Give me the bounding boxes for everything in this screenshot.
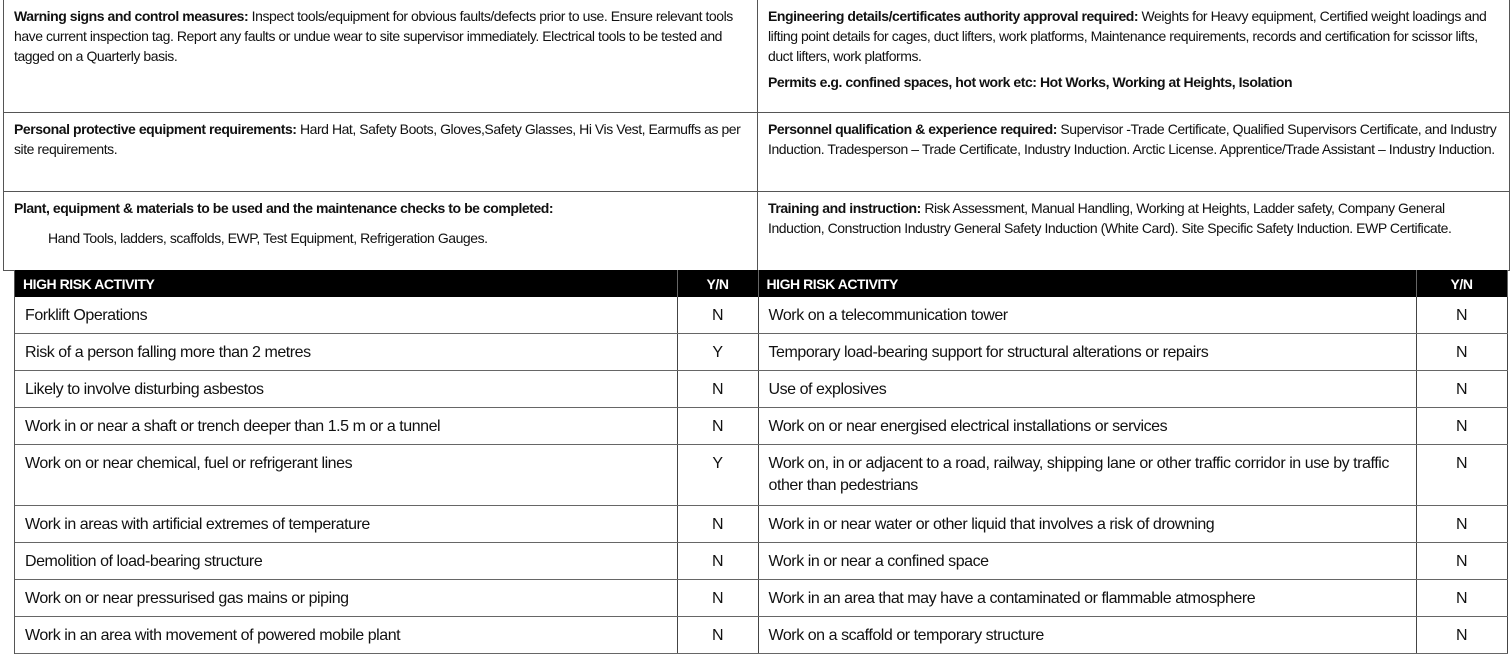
yn-value-cell: N [1416, 543, 1507, 580]
permits-text: Permits e.g. confined spaces, hot work etc: Hot Works, Working at Heights, Isolation [768, 74, 1293, 90]
activity-cell: Work in an area that may have a contaminated or flammable atmosphere [758, 580, 1416, 617]
yn-value-cell: N [677, 506, 758, 543]
yn-value-cell: N [1416, 297, 1507, 334]
high-risk-activity-table [14, 270, 1507, 654]
activity-cell: Work on, in or adjacent to a road, railway, shipping lane or other traffic corridor in use by traffic other than pedestrians [758, 445, 1416, 506]
activity-cell: Work on or near pressurised gas mains or piping [15, 580, 677, 617]
yn-value-cell: N [1416, 617, 1507, 654]
yn-value-cell: N [677, 297, 758, 334]
yn-value-cell: N [677, 408, 758, 445]
activity-cell: Work in or near a shaft or trench deeper than 1.5 m or a tunnel [15, 408, 677, 445]
yn-value-cell: N [1416, 506, 1507, 543]
activity-cell: Likely to involve disturbing asbestos [15, 371, 677, 408]
yn-value-cell: Y [677, 445, 758, 506]
requirements-row [4, 113, 1509, 192]
yn-value-cell: N [677, 617, 758, 654]
table-row [15, 580, 1507, 617]
table-row [15, 297, 1507, 334]
activity-cell: Work on a telecommunication tower [758, 297, 1416, 334]
personnel-cell [758, 113, 1509, 191]
training-cell [758, 192, 1509, 270]
training-text: Risk Assessment, Manual Handling, Working at Heights, Ladder safety, Company General Induction, Construction Industry General Safety Induction (White Card). Site Specific Safety Induction. EWP Certificate. [768, 200, 1452, 236]
table-row [15, 617, 1507, 654]
header-yn: Y/N [677, 270, 758, 297]
yn-value-cell: N [1416, 580, 1507, 617]
table-row [15, 445, 1507, 506]
activity-cell: Work on or near chemical, fuel or refrigerant lines [15, 445, 677, 506]
requirements-row [4, 192, 1509, 271]
requirements-section [3, 0, 1510, 271]
yn-value-cell: N [1416, 408, 1507, 445]
personnel-text: Supervisor -Trade Certificate, Qualified Supervisors Certificate, and Industry Induction. Tradesperson – Trade Certificate, Industry Induction. Arctic License. Apprentice/Trade Assistant – Industry Induction. [768, 121, 1497, 157]
activity-cell: Work in areas with artificial extremes of temperature [15, 506, 677, 543]
yn-value-cell: N [677, 580, 758, 617]
ppe-cell [4, 113, 758, 191]
activity-cell: Demolition of load-bearing structure [15, 543, 677, 580]
yn-value-cell: N [1416, 445, 1507, 506]
ppe-text: Hard Hat, Safety Boots, Gloves,Safety Glasses, Hi Vis Vest, Earmuffs as per site requirements. [14, 121, 741, 157]
header-yn: Y/N [1416, 270, 1507, 297]
training-label: Training and instruction: [768, 200, 921, 216]
activity-cell: Work on or near energised electrical installations or services [758, 408, 1416, 445]
table-row [15, 334, 1507, 371]
table-row [15, 506, 1507, 543]
activity-cell: Forklift Operations [15, 297, 677, 334]
header-activity: HIGH RISK ACTIVITY [758, 270, 1416, 297]
yn-value-cell: N [677, 543, 758, 580]
activity-cell: Temporary load-bearing support for structural alterations or repairs [758, 334, 1416, 371]
engineering-cell [758, 0, 1509, 112]
yn-value-cell: Y [677, 334, 758, 371]
plant-label: Plant, equipment & materials to be used and the maintenance checks to be completed: [14, 200, 554, 216]
yn-value-cell: N [1416, 334, 1507, 371]
table-header-row [15, 270, 1507, 297]
requirements-row [4, 0, 1509, 113]
activity-cell: Use of explosives [758, 371, 1416, 408]
engineering-text: Weights for Heavy equipment, Certified weight loadings and lifting point details for cages, duct lifters, work platforms, Maintenance requirements, records and certification for scissor lifts, duct lifters, work platforms. [768, 8, 1487, 64]
engineering-label: Engineering details/certificates authority approval required: [768, 8, 1139, 24]
header-activity: HIGH RISK ACTIVITY [15, 270, 677, 297]
yn-value-cell: N [1416, 371, 1507, 408]
plant-cell [4, 192, 758, 270]
activity-cell: Risk of a person falling more than 2 metres [15, 334, 677, 371]
table-row [15, 371, 1507, 408]
personnel-label: Personnel qualification & experience required: [768, 121, 1057, 137]
activity-cell: Work in or near water or other liquid that involves a risk of drowning [758, 506, 1416, 543]
table-row [15, 543, 1507, 580]
yn-value-cell: N [677, 371, 758, 408]
ppe-label: Personal protective equipment requirements: [14, 121, 297, 137]
plant-text: Hand Tools, ladders, scaffolds, EWP, Test Equipment, Refrigeration Gauges. [48, 230, 488, 246]
warning-signs-cell [4, 0, 758, 112]
warning-label: Warning signs and control measures: [14, 8, 249, 24]
warning-text: Inspect tools/equipment for obvious faults/defects prior to use. Ensure relevant tools have current inspection tag. Report any faults or undue wear to site supervisor immediately. Electrical tools to be tested and tagged on a Quarterly basis. [14, 8, 733, 64]
activity-cell: Work in an area with movement of powered mobile plant [15, 617, 677, 654]
activity-cell: Work on a scaffold or temporary structure [758, 617, 1416, 654]
activity-cell: Work in or near a confined space [758, 543, 1416, 580]
table-row [15, 408, 1507, 445]
